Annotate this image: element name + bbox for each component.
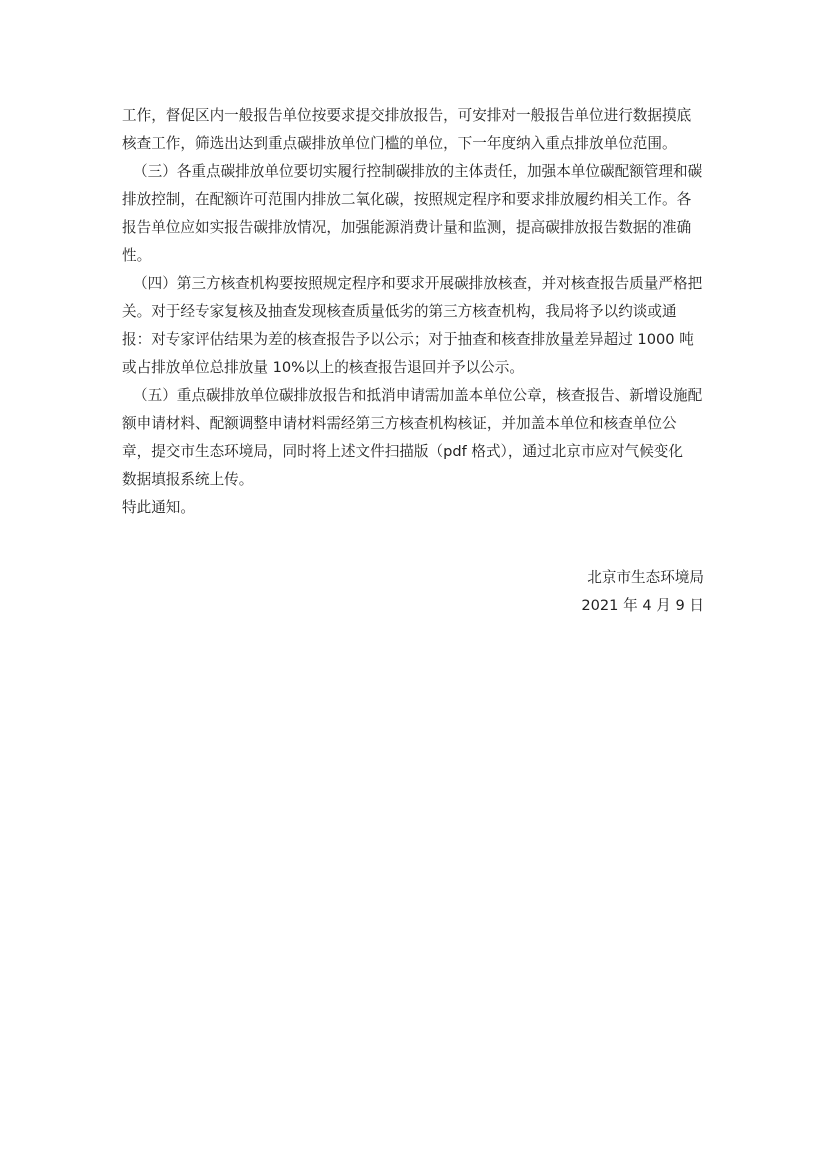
closing-line: 特此通知。 — [122, 499, 195, 516]
section-3-line-3: 报告单位应如实报告碳排放情况，加强能源消费计量和监测，提高碳排放报告数据的准确 — [122, 219, 692, 236]
section-5-line-4: 数据填报系统上传。 — [122, 471, 254, 488]
section-3-line-1: （三）各重点碳排放单位要切实履行控制碳排放的主体责任，加强本单位碳配额管理和碳 — [133, 163, 703, 180]
section-4-line-4: 或占排放单位总排放量 10%以上的核查报告退回并予以公示。 — [122, 359, 524, 376]
section-4-line-3: 报：对专家评估结果为差的核查报告予以公示；对于抽查和核查排放量差异超过 1000 吨 — [122, 331, 694, 348]
signature-block — [581, 564, 704, 620]
body-line-2: 核查工作，筛选出达到重点碳排放单位门槛的单位，下一年度纳入重点排放单位范围。 — [122, 135, 677, 152]
signature-org: 北京市生态环境局 — [587, 569, 704, 586]
body-line-1: 工作，督促区内一般报告单位按要求提交排放报告，可安排对一般报告单位进行数据摸底 — [122, 107, 692, 124]
section-5-line-3: 章，提交市生态环境局，同时将上述文件扫描版（pdf 格式），通过北京市应对气候变化 — [122, 443, 683, 460]
section-5-line-1: （五）重点碳排放单位碳排放报告和抵消申请需加盖本单位公章，核查报告、新增设施配 — [133, 387, 703, 404]
section-5-line-2: 额申请材料、配额调整申请材料需经第三方核查机构核证，并加盖本单位和核查单位公 — [122, 415, 677, 432]
section-3-line-4: 性。 — [122, 247, 152, 264]
signature-date: 2021 年 4 月 9 日 — [581, 597, 704, 614]
section-4-line-1: （四）第三方核查机构要按照规定程序和要求开展碳排放核查，并对核查报告质量严格把 — [133, 275, 703, 292]
notice-body — [122, 102, 712, 522]
section-3-line-2: 排放控制，在配额许可范围内排放二氧化碳，按照规定程序和要求排放履约相关工作。各 — [122, 191, 692, 208]
section-4-line-2: 关。对于经专家复核及抽查发现核查质量低劣的第三方核查机构，我局将予以约谈或通 — [122, 303, 677, 320]
